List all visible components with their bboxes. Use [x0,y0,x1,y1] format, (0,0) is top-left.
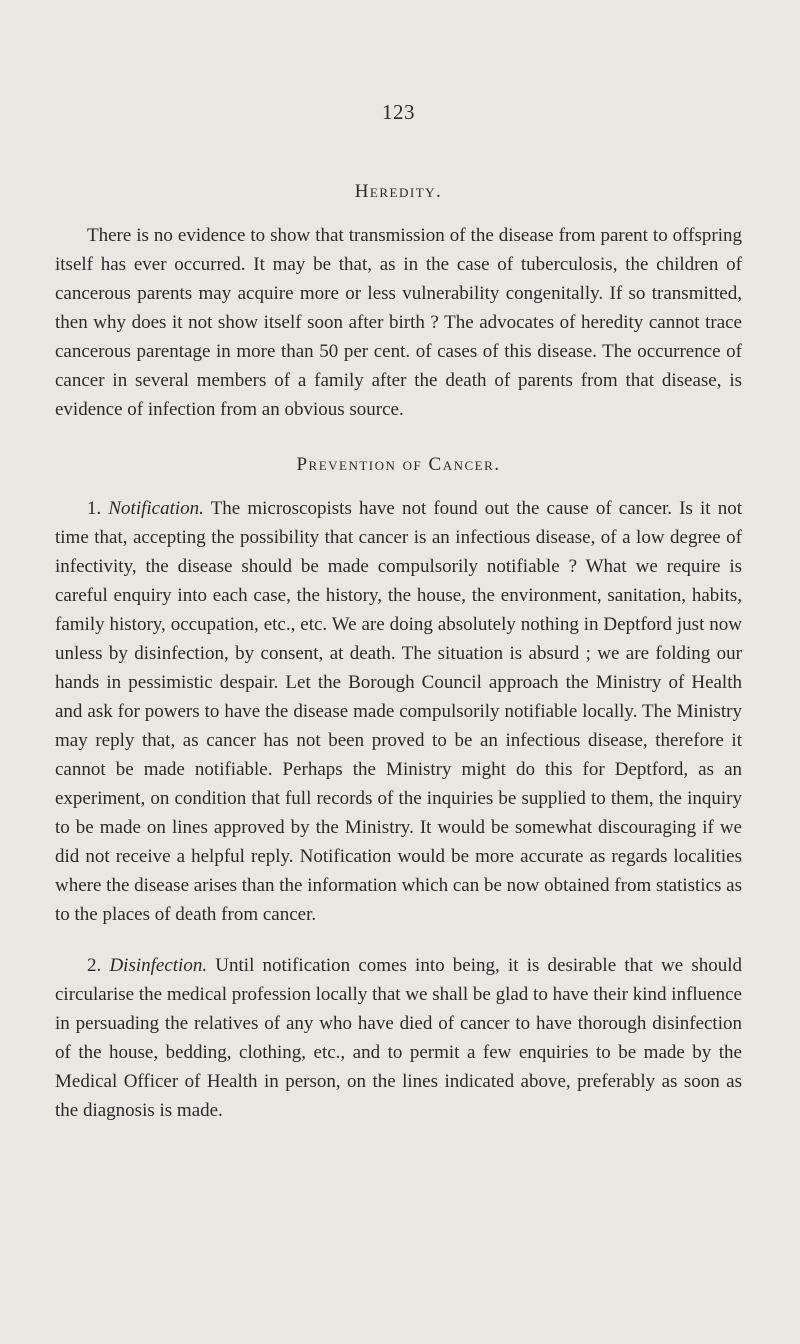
heredity-heading: Heredity. [354,181,443,202]
notification-text: The microscopists have not found out the cause of cancer. Is it not time that, accepting the possibility that cancer is an infectious disease, of a low degree of infectivity, the disease should be made compulsorily notifiable ? What we require is careful enquiry into each case, the history, the house, the environment, sanitation, habits, family history, occupation, etc., etc. We are doing absolutely nothing in Deptford just now unless by disinfection, by consent, at death. The situation is absurd ; we are folding our hands in pessimistic despair. Let the Borough Council approach the Ministry of Health and ask for powers to have the disease made compulsorily notifiable locally. The Ministry may reply that, as cancer has not been proved to be an infectious disease, therefore it cannot be made notifiable. Perhaps the Ministry might do this for Deptford, as an experiment, on condition that full records of the inquiries be supplied to them, the inquiry to be made on lines approved by the Ministry. It would be somewhat discouraging if we did not receive a helpful reply. Notification would be more accurate as regards localities where the disease arises than the information which can be now obtained from statistics as to the places of death from cancer. [55,498,742,925]
page-number: 123 [382,100,415,124]
disinfection-number: 2. [87,955,102,976]
notification-term: Notification. [108,498,204,519]
notification-paragraph [55,494,742,929]
notification-number: 1. [87,498,102,519]
disinfection-text: Until notification comes into being, it is desirable that we should circularise the medical profession locally that we shall be glad to have their kind influence in persuading the relatives of any who have died of cancer to have thorough disinfection of the house, bedding, clothing, etc., and to permit a few enquiries to be made by the Medical Officer of Health in person, on the lines indicated above, preferably as soon as the diagnosis is made. [55,955,743,1121]
disinfection-paragraph [55,951,742,1125]
prevention-heading: Prevention of Cancer. [296,454,501,475]
disinfection-term: Disinfection. [109,955,208,976]
heredity-paragraph: There is no evidence to show that transmission of the disease from parent to offspring itself has ever occurred. It may be that, as in the case of tuberculosis, the children of cancerous parents may acquire more or less vulnerability congenitally. If so transmitted, then why does it not show itself soon after birth ? The advocates of heredity cannot trace cancerous parentage in more than 50 per cent. of cases of this disease. The occurrence of cancer in several members of a family after the death of parents from that disease, is evidence of infection from an obvious source. [55,225,742,420]
